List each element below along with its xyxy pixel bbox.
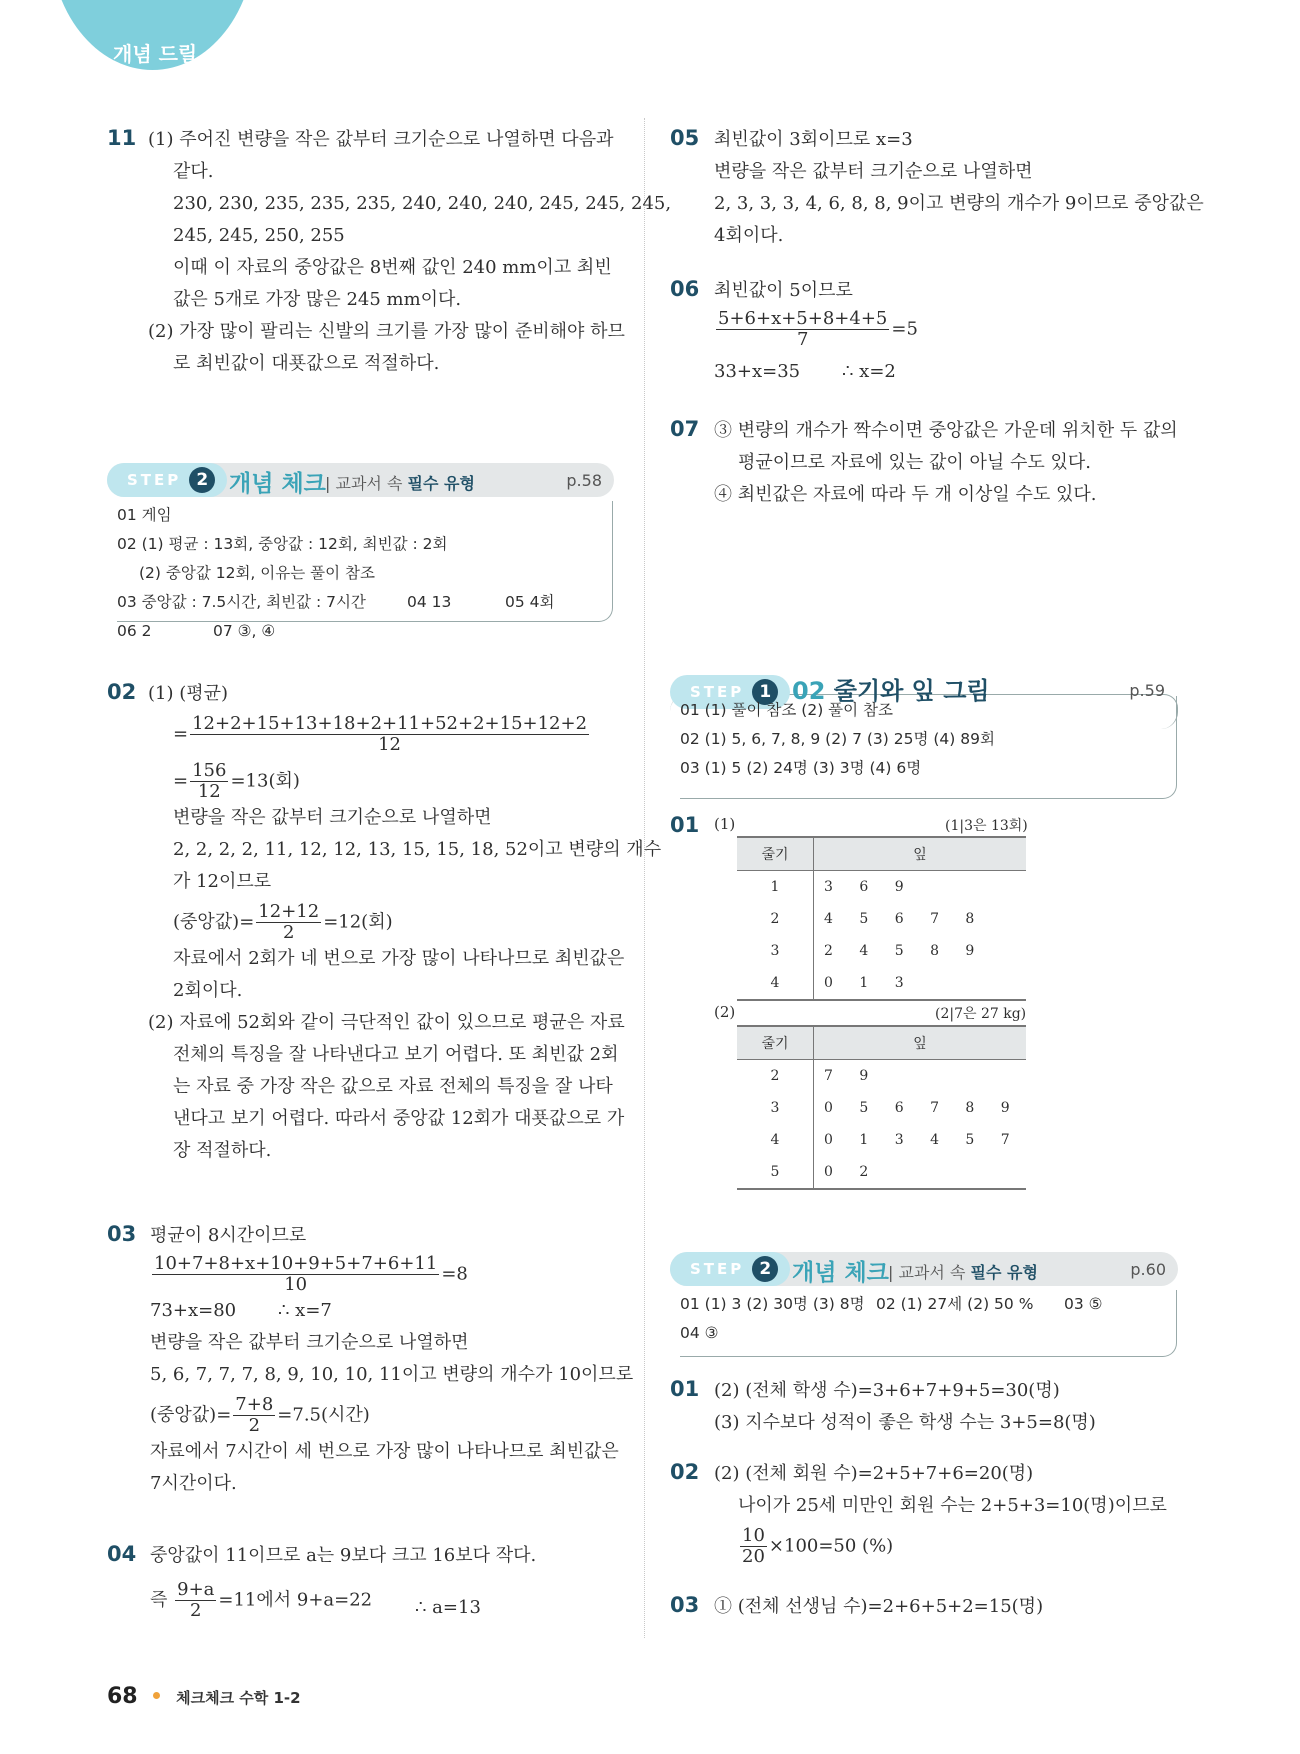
fraction: [175, 1580, 216, 1621]
step-word: STEP: [127, 471, 182, 489]
stem-cell: 4: [737, 967, 814, 1000]
equation-line: [714, 309, 918, 350]
table-row: [737, 1060, 1026, 1093]
leaf-cell: 4 5 6 7 8: [824, 911, 986, 927]
text-line: 7시간이다.: [150, 1473, 237, 1494]
answer-item: 03 ⑤: [1064, 1295, 1103, 1313]
table-row: [737, 903, 1026, 935]
answer-line: (2) 중앙값 12회, 이유는 풀이 참조: [139, 564, 375, 582]
text-line: (2) 가장 많이 팔리는 신발의 크기를 가장 많이 준비해야 하므: [148, 321, 625, 342]
text-line: 로 최빈값이 대푯값으로 적절하다.: [173, 353, 440, 374]
text-line: 이때 이 자료의 중앙값은 8번째 값인 240 mm이고 최빈: [173, 257, 612, 278]
text-line: 변량을 작은 값부터 크기순으로 나열하면: [714, 161, 1033, 182]
section-number: 02: [792, 677, 826, 705]
text-line: 최빈값이 3회이므로 x=3: [714, 129, 913, 150]
answer-row: [680, 1290, 1176, 1319]
equation-label: (중앙값)=: [150, 1404, 232, 1426]
problem-06-solution: [714, 275, 918, 388]
denominator: 12: [197, 781, 221, 802]
numerator: 12+2+15+13+18+2+11+52+2+15+12+2: [192, 713, 588, 734]
subtitle-prefix: 교과서 속: [898, 1263, 966, 1282]
numerator: 7+8: [235, 1394, 274, 1415]
equation-result: =5: [891, 318, 918, 340]
stem-leaf-table-1: [737, 836, 1026, 1001]
text-line: ④ 최빈값은 자료에 따라 두 개 이상일 수도 있다.: [714, 484, 1097, 505]
text-line: 장 적절하다.: [173, 1140, 272, 1161]
book-title: 체크체크 수학 1-2: [176, 1689, 301, 1707]
equation-result: ×100=50 (%): [768, 1535, 894, 1557]
stem-cell: 2: [737, 1060, 814, 1093]
text-line: ① (전체 선생님 수)=2+6+5+2=15(명): [714, 1596, 1044, 1617]
problem-01-solution: [714, 1375, 1096, 1439]
leaf-cell: 3 6 9: [824, 879, 915, 895]
problem-number: 04: [107, 1542, 137, 1566]
text-line: (2) (전체 학생 수)=3+6+7+9+5=30(명): [714, 1380, 1060, 1401]
fraction: [233, 1395, 275, 1436]
page-number: 68: [107, 1684, 138, 1709]
subtitle-bold: 필수 유형: [407, 474, 475, 493]
text-line: 변량을 작은 값부터 크기순으로 나열하면: [173, 807, 492, 828]
stem-cell: 5: [737, 1156, 814, 1189]
page-reference: p.58: [566, 471, 602, 490]
problem-11-solution: [148, 124, 671, 380]
text-line: (2) (전체 회원 수)=2+5+7+6=20(명): [714, 1463, 1034, 1484]
equation-line: = $\frac{156}{12}$ =13(회): [173, 760, 300, 802]
answer-item: 01 (1) 3 (2) 30명 (3) 8명: [680, 1295, 865, 1313]
text-line: 230, 230, 235, 235, 235, 240, 240, 240, 245, 245, 245,: [173, 193, 672, 214]
text-line: (1) 주어진 변량을 작은 값부터 크기순으로 나열하면 다음과: [148, 129, 614, 150]
text-line: 4회이다.: [714, 225, 784, 246]
problem-07-solution: [714, 415, 1178, 511]
equation-part: 73+x=80: [150, 1300, 237, 1321]
problem-03-solution: [150, 1220, 633, 1500]
stem-cell: 4: [737, 1124, 814, 1156]
answer-row: [117, 588, 612, 617]
text-line: 자료에서 7시간이 세 번으로 가장 많이 나타나므로 최빈값은: [150, 1441, 619, 1462]
problem-number: 07: [670, 417, 700, 441]
step-number: 2: [189, 467, 215, 493]
conclusion: ∴ a=13: [415, 1597, 481, 1618]
stem-cell: 3: [737, 1092, 814, 1124]
denominator: 12: [378, 734, 402, 755]
numerator: 10: [742, 1525, 765, 1546]
denominator: 20: [742, 1546, 765, 1567]
fraction: [716, 309, 889, 350]
stem-leaf-table-2: [737, 1025, 1026, 1190]
equation-result: =11에서 9+a=22: [218, 1589, 373, 1611]
answer-line: 02 (1) 평균 : 13회, 중앙값 : 12회, 최빈값 : 2회: [117, 535, 448, 553]
denominator: 2: [283, 922, 295, 943]
text-line: 2회이다.: [173, 980, 243, 1001]
equation-line: [150, 1395, 633, 1436]
problem-number: 01: [670, 813, 700, 837]
answer-line: 01 게임: [117, 506, 172, 524]
bullet-dot: [153, 1692, 160, 1699]
problem-number: 02: [670, 1460, 700, 1484]
text-line: 2, 3, 3, 3, 4, 6, 8, 8, 9이고 변량의 개수가 9이므로 중앙값은: [714, 193, 1204, 214]
text-line: 2, 2, 2, 2, 11, 12, 12, 13, 15, 15, 18, 52이고 변량의 개수: [173, 839, 662, 860]
step-title: 개념 체크: [792, 1260, 889, 1286]
text-line: 평균이 8시간이므로: [150, 1225, 307, 1246]
text-line: (1) (평균): [148, 683, 229, 704]
step-title: 개념 체크: [229, 471, 326, 497]
fraction: [152, 1254, 439, 1295]
table-note: (1|3은 13회): [945, 818, 1028, 834]
leaf-cell: 0 1 3: [814, 967, 1027, 1000]
text-line: (2) 자료에 52회와 같이 극단적인 값이 있으므로 평균은 자료: [148, 1012, 625, 1033]
problem-number: 06: [670, 277, 700, 301]
equation-line: [714, 356, 918, 388]
fraction: [740, 1526, 767, 1567]
problem-number: 11: [107, 126, 137, 150]
numerator: 5+6+x+5+8+4+5: [718, 308, 888, 329]
text-line: 5, 6, 7, 7, 7, 8, 9, 10, 10, 11이고 변량의 개수가 10이므로: [150, 1364, 634, 1385]
answer-item: 02 (1) 27세 (2) 50 %: [876, 1295, 1034, 1313]
fraction: [190, 761, 228, 802]
section-label: 개념 드릴: [113, 42, 198, 66]
numerator: 156: [192, 760, 227, 781]
step-number: 2: [752, 1256, 778, 1282]
text-line: (3) 지수보다 성적이 좋은 학생 수는 3+5=8(명): [714, 1412, 1096, 1433]
leaf-cell: 2 4 5 8 9: [824, 943, 986, 959]
equation-line: [148, 902, 661, 943]
equation-result: =13(회): [230, 770, 300, 792]
table-row: [737, 1156, 1026, 1189]
equation-line: [714, 1526, 1167, 1567]
step-number: 1: [752, 679, 778, 705]
step-header: [670, 1252, 1178, 1286]
text-line: 245, 245, 250, 255: [173, 225, 345, 246]
text-line: ③ 변량의 개수가 짝수이면 중앙값은 가운데 위치한 두 값의: [714, 420, 1178, 441]
step-word: STEP: [690, 1260, 745, 1278]
leaf-cell: 0 1 3 4 5 7: [824, 1132, 1021, 1148]
equation-result: =7.5(시간): [277, 1404, 370, 1426]
answer-item: 04 13: [407, 593, 452, 611]
table-row: [737, 1092, 1026, 1124]
step-header: [107, 463, 614, 497]
problem-number: 03: [107, 1222, 137, 1246]
answer-line: 01 (1) 풀이 참조 (2) 풀이 참조: [680, 701, 893, 719]
answer-item: 06 2: [117, 622, 152, 640]
denominator: 7: [796, 329, 809, 350]
answer-line: 03 (1) 5 (2) 24명 (3) 3명 (4) 6명: [680, 759, 922, 777]
subtitle-prefix: 교과서 속: [335, 474, 403, 493]
equation-label: 즉: [150, 1589, 168, 1611]
table-row: [737, 967, 1026, 1000]
leaf-cell: 0 5 6 7 8 9: [824, 1100, 1021, 1116]
text-line: 변량을 작은 값부터 크기순으로 나열하면: [150, 1332, 469, 1353]
equation-line: [150, 1254, 633, 1295]
text-line: 낸다고 보기 어렵다. 따라서 중앙값 12회가 대푯값으로 가: [173, 1108, 625, 1129]
numerator: 9+a: [177, 1579, 215, 1600]
numerator: 10+7+8+x+10+9+5+7+6+11: [154, 1253, 438, 1274]
page-reference: p.60: [1130, 1260, 1166, 1279]
text-line: 같다.: [173, 161, 214, 182]
table-label: (2): [714, 1003, 736, 1021]
equation-line: = $\frac{12+2+15+13+18+2+11+52+2+15+12+2}{12}$: [173, 713, 588, 755]
answer-list: [680, 696, 1177, 799]
problem-02-solution: [148, 678, 661, 1167]
leaf-header: 잎: [814, 1026, 1027, 1060]
problem-03b-solution: [714, 1591, 1043, 1623]
fraction: [256, 902, 321, 943]
fraction: [190, 714, 589, 755]
table-label: (1): [714, 815, 736, 833]
stem-cell: 1: [737, 871, 814, 904]
table-row: [737, 871, 1026, 904]
answer-line: 02 (1) 5, 6, 7, 8, 9 (2) 7 (3) 25명 (4) 89회: [680, 730, 995, 748]
problem-04-solution: [150, 1540, 610, 1621]
text-line: 값은 5개로 가장 많은 245 mm이다.: [173, 289, 462, 310]
text-line: 최빈값이 5이므로: [714, 280, 853, 301]
step2-answer-box: [107, 463, 614, 659]
equation-part: 33+x=35: [714, 361, 801, 382]
page-reference: p.59: [1129, 681, 1165, 700]
answer-item: 05 4회: [505, 593, 555, 611]
subtitle-bold: 필수 유형: [970, 1263, 1038, 1282]
step-badge: [107, 463, 227, 497]
step2-answer-box: [670, 1252, 1178, 1364]
equation-line: [150, 1295, 633, 1327]
equation-part: ∴ x=2: [842, 361, 896, 382]
answer-line: 04 ③: [680, 1324, 719, 1342]
answer-item: 07 ③, ④: [213, 622, 276, 640]
step-subtitle: | 교과서 속 필수 유형: [888, 1263, 1038, 1282]
stem-cell: 2: [737, 903, 814, 935]
equation-label: (중앙값)=: [173, 911, 255, 933]
step1-answer-box: [670, 660, 1178, 800]
text-line: 전체의 특징을 잘 나타낸다고 보기 어렵다. 또 최빈값 2회: [173, 1044, 619, 1065]
denominator: 10: [284, 1274, 308, 1295]
table-note: (2|7은 27 kg): [935, 1006, 1027, 1022]
equation-result: =12(회): [323, 911, 393, 933]
leaf-cell: 0 2: [814, 1156, 1027, 1189]
denominator: 2: [190, 1600, 202, 1621]
answer-row: [117, 617, 612, 646]
problem-number: 02: [107, 680, 137, 704]
equation-result: =8: [441, 1263, 468, 1285]
problem-number: 03: [670, 1593, 700, 1617]
leaf-cell: 7 9: [824, 1068, 880, 1084]
text-line: 나이가 25세 미만인 회원 수는 2+5+3=10(명)이므로: [738, 1495, 1167, 1516]
page-footer: [107, 1684, 301, 1709]
answer-list: [117, 501, 613, 640]
stem-header: 줄기: [737, 837, 814, 871]
table-row: [737, 935, 1026, 967]
table-row: [737, 1124, 1026, 1156]
text-line: 는 자료 중 가장 작은 값으로 자료 전체의 특징을 잘 나타: [173, 1076, 613, 1097]
numerator: 12+12: [258, 901, 320, 922]
problem-number: 05: [670, 126, 700, 150]
step-subtitle: | 교과서 속 필수 유형: [325, 474, 475, 493]
section-title: 줄기와 잎 그림: [833, 677, 990, 705]
stem-header: 줄기: [737, 1026, 814, 1060]
text-line: 중앙값이 11이므로 a는 9보다 크고 16보다 작다.: [150, 1545, 537, 1566]
equation-part: ∴ x=7: [278, 1300, 332, 1321]
step-word: STEP: [690, 683, 745, 701]
problem-02b-solution: [714, 1458, 1167, 1567]
stem-cell: 3: [737, 935, 814, 967]
answer-item: 03 중앙값 : 7.5시간, 최빈값 : 7시간: [117, 593, 366, 611]
text-line: 가 12이므로: [173, 871, 272, 892]
text-line: 평균이므로 자료에 있는 값이 아닐 수도 있다.: [738, 452, 1092, 473]
denominator: 2: [248, 1415, 261, 1436]
step-badge: [670, 1252, 790, 1286]
equation-line: [150, 1580, 610, 1621]
problem-05-solution: [714, 124, 1204, 252]
text-line: 자료에서 2회가 네 번으로 가장 많이 나타나므로 최빈값은: [173, 948, 625, 969]
leaf-header: 잎: [814, 837, 1027, 871]
answer-list: [680, 1290, 1177, 1357]
problem-number: 01: [670, 1377, 700, 1401]
